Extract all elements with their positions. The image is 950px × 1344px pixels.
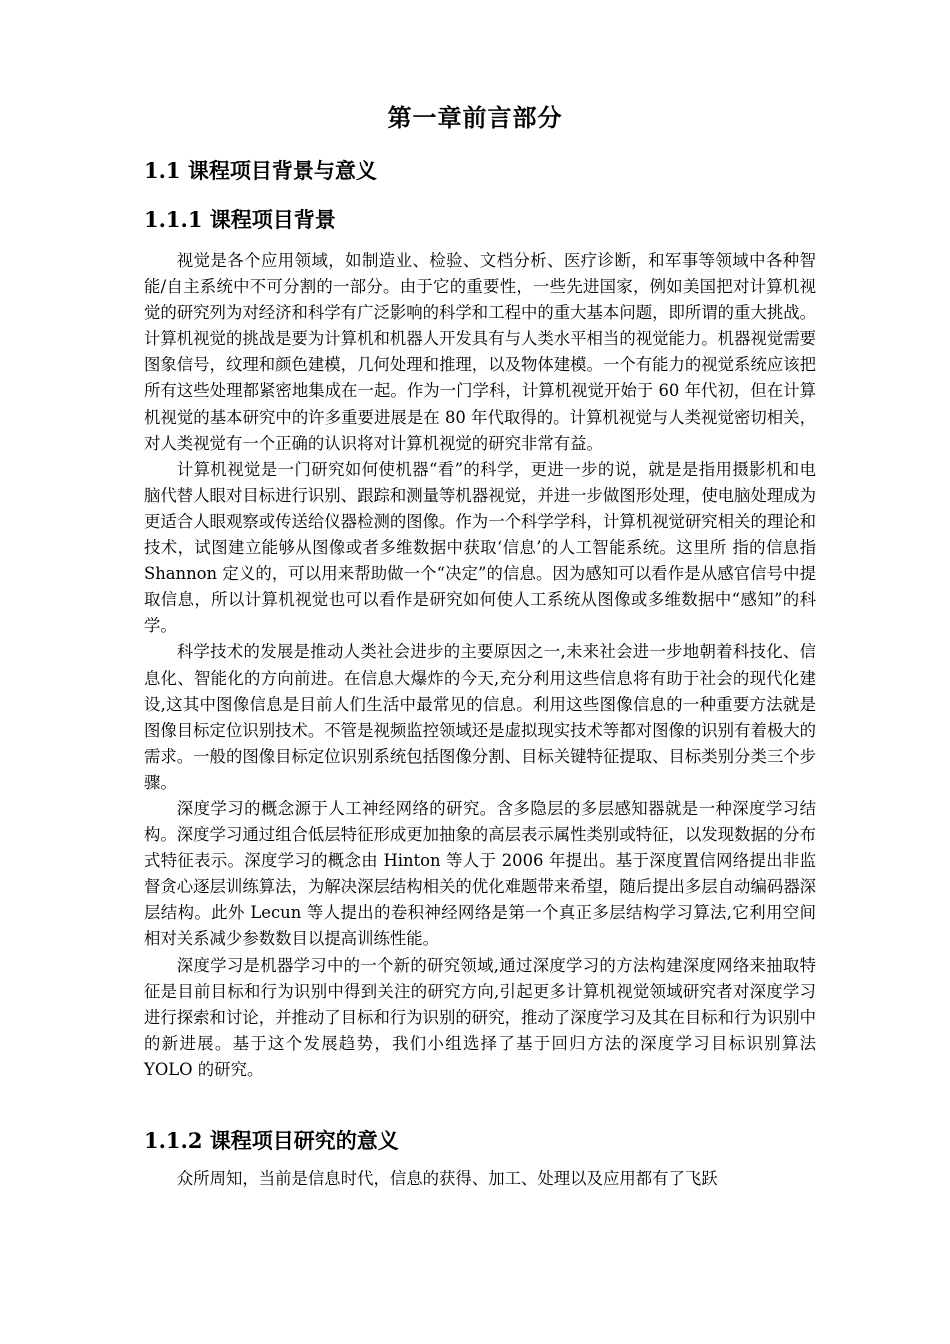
background-body bbox=[144, 248, 816, 1083]
paragraph: 众所周知，当前是信息时代，信息的获得、加工、处理以及应用都有了飞跃 bbox=[176, 1169, 718, 1188]
paragraph: 科学技术的发展是推动人类社会进步的主要原因之一,未来社会进一步地朝着科技化、信息化、智能化的方向前进。在信息大爆炸的今天,充分利用这些信息将有助于社会的现代化建设,这其中图像信息是目前人们生活中最常见的信息。利用这些图像信息的一种重要方法就是图像目标定位识别技术。不管是视频监控领域还是虚拟现实技术等都对图像的识别有着极大的需求。一般的图像目标定位识别系统包括图像分割、目标关键特征提取、目标类别分类三个步骤。 bbox=[144, 642, 817, 792]
paragraph: 计算机视觉是一门研究如何使机器“看”的科学，更进一步的说，就是是指用摄影机和电脑代替人眼对目标进行识别、跟踪和测量等机器视觉，并进一步做图形处理，使电脑处理成为更适合人眼观察或传送给仪器检测的图像。作为一个科学学科，计算机视觉研究相关的理论和技术，试图建立能够从图像或者多维数据中获取‘信息’的人工智能系统。这里所 指的信息指 Shannon 定义的，可以用来帮助做一个“决定”的信息。因为感知可以看作是从感官信号中提 取信息，所以计算机视觉也可以看作是研究如何使人工系统从图像或多维数据中“感知”的科学。 bbox=[144, 459, 817, 636]
significance-body bbox=[144, 1166, 816, 1192]
paragraph: 视觉是各个应用领域，如制造业、检验、文档分析、医疗诊断，和军事等领域中各种智能/自主系统中不可分割的一部分。由于它的重要性，一些先进国家，例如美国把对计算机视觉的研究列为对经济和科学有广泛影响的科学和工程中的重大基本问题，即所谓的重大挑战。计算机视觉的挑战是要为计算机和机器人开发具有与人类水平相当的视觉能力。机器视觉需要图象信号，纹理和颜色建模，几何处理和推理，以及物体建模。一个有能力的视觉系统应该把所有这些处理都紧密地集成在一起。作为一门学科，计算机视觉开始于 60 年代初，但在计算机视觉的基本研究中的许多重要进展是在 80 年代取得的。计算机视觉与人类视觉密切相关，对人类视觉有一个正确的认识将对计算机视觉的研究非常有益。 bbox=[144, 251, 817, 453]
paragraph: 深度学习是机器学习中的一个新的研究领域,通过深度学习的方法构建深度网络来抽取特征是目前目标和行为识别中得到关注的研究方向,引起更多计算机视觉领域研究者对深度学习进行探索和讨论，并推动了目标和行为识别的研究，推动了深度学习及其在目标和行为识别中的新进展。基于这个发展趋势，我们小组选择了基于回归方法的深度学习目标识别算法 YOLO 的研究。 bbox=[144, 955, 817, 1079]
subsection-heading-1-1-1: 1.1.1 课程项目背景 bbox=[144, 207, 336, 232]
chapter-title: 第一章前言部分 bbox=[387, 103, 563, 132]
subsection-heading-1-1-2: 1.1.2 课程项目研究的意义 bbox=[144, 1128, 399, 1153]
paragraph: 深度学习的概念源于人工神经网络的研究。含多隐层的多层感知器就是一种深度学习结构。深度学习通过组合低层特征形成更加抽象的高层表示属性类别或特征，以发现数据的分布式特征表示。深度学习的概念由 Hinton 等人于 2006 年提出。基于深度置信网络提出非监督贪心逐层训练算法，为解决深层结构相关的优化难题带来希望，随后提出多层自动编码器深层结构。此外 Lecun 等人提出的卷积神经网络是第一个真正多层结构学习算法,它利用空间相对关系减少参数数目以提高训练性能。 bbox=[144, 798, 817, 949]
section-heading-1-1: 1.1 课程项目背景与意义 bbox=[144, 158, 377, 183]
